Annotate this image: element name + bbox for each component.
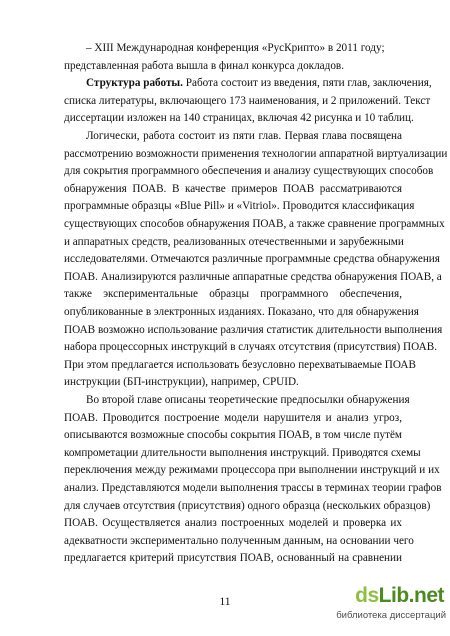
page-number: 11: [219, 596, 231, 608]
text-line: ПОАВ возможно использование различия статистик длительности выполнения: [64, 323, 443, 336]
text-line: Во второй главе описаны теоретические предпосылки обнаружения: [86, 394, 410, 406]
dslib-logo: [355, 584, 444, 608]
text-line: набора процессорных инструкций в случаях отсутствия (присутствия) ПОАВ.: [64, 341, 438, 354]
text-line: переключения между режимами процессора при выполнении инструкций и их: [64, 464, 440, 477]
text-line: [86, 76, 432, 90]
section-heading: Структура работы.: [86, 77, 183, 90]
text-line: анализ. Представляются модели выполнения трассы в терминах теории графов: [64, 482, 442, 494]
text-line: опубликованные в электронных изданиях. Показано, что для обнаружения: [64, 306, 419, 318]
text-line: описываются возможные способы сокрытия ПОАВ, в том числе путём: [64, 429, 402, 442]
logo-part-a: ds: [355, 584, 379, 607]
text-line: предлагается критерий присутствия ПОАВ, основанный на сравнении: [64, 552, 402, 565]
text-line: программные образцы «Blue Pill» и «Vitriol». Проводится классификация: [64, 200, 415, 213]
text-line: Логически, работа состоит из пяти глав. Первая глава посвящена: [86, 130, 402, 142]
text-line: компрометации длительности выполнения инструкций. Приводятся схемы: [64, 446, 421, 459]
text-line: – XIII Международная конференция «РусКрипто» в 2011 году;: [86, 42, 385, 54]
text-line: для сокрытия программного обеспечения и анализу существующих способов: [64, 165, 434, 178]
watermark-logo: [336, 584, 450, 634]
text-line: ПОАВ. Осуществляется анализ построенных моделей и проверка их: [64, 517, 402, 530]
logo-part-b: Lib.net: [378, 584, 444, 607]
text-line: для случаев отсутствия (присутствия) одного образца (нескольких образцов): [64, 499, 431, 512]
text-line: адекватности экспериментально полученным данным, на основании чего: [64, 534, 414, 547]
text-line: ПОАВ. Анализируются различные аппаратные средства обнаружения ПОАВ, а: [64, 270, 442, 283]
text-line: также экспериментальные образцы программного обеспечения,: [64, 288, 402, 301]
text-line: При этом предлагается использовать безусловно перехватываемые ПОАВ: [64, 358, 416, 371]
text-line: представленная работа вышла в финал конкурса докладов.: [64, 59, 345, 72]
text-line: инструкции (БП-инструкции), например, CPUID.: [64, 376, 299, 389]
text-line: существующих способов обнаружения ПОАВ, а также сравнение программных: [64, 218, 445, 230]
watermark-subtitle: библиотека диссертаций: [336, 610, 446, 621]
text-line: рассмотрению возможности применения технологии аппаратной виртуализации: [64, 147, 448, 160]
text-line: и аппаратных средств, реализованных отечественными и зарубежными: [64, 235, 404, 248]
text-line: списка литературы, включающего 173 наименования, и 2 приложений. Текст: [64, 94, 431, 107]
text-line: обнаружения ПОАВ. В качестве примеров ПОАВ рассматриваются: [64, 182, 402, 195]
text-fragment: Работа состоит из введения, пяти глав, заключения,: [185, 77, 432, 90]
text-line: ПОАВ. Проводится построение модели нарушителя и анализ угроз,: [64, 411, 402, 424]
text-line: диссертации изложен на 140 страницах, включая 42 рисунка и 10 таблиц.: [64, 112, 414, 125]
text-line: исследователями. Отмечаются различные программные средства обнаружения: [64, 253, 440, 266]
